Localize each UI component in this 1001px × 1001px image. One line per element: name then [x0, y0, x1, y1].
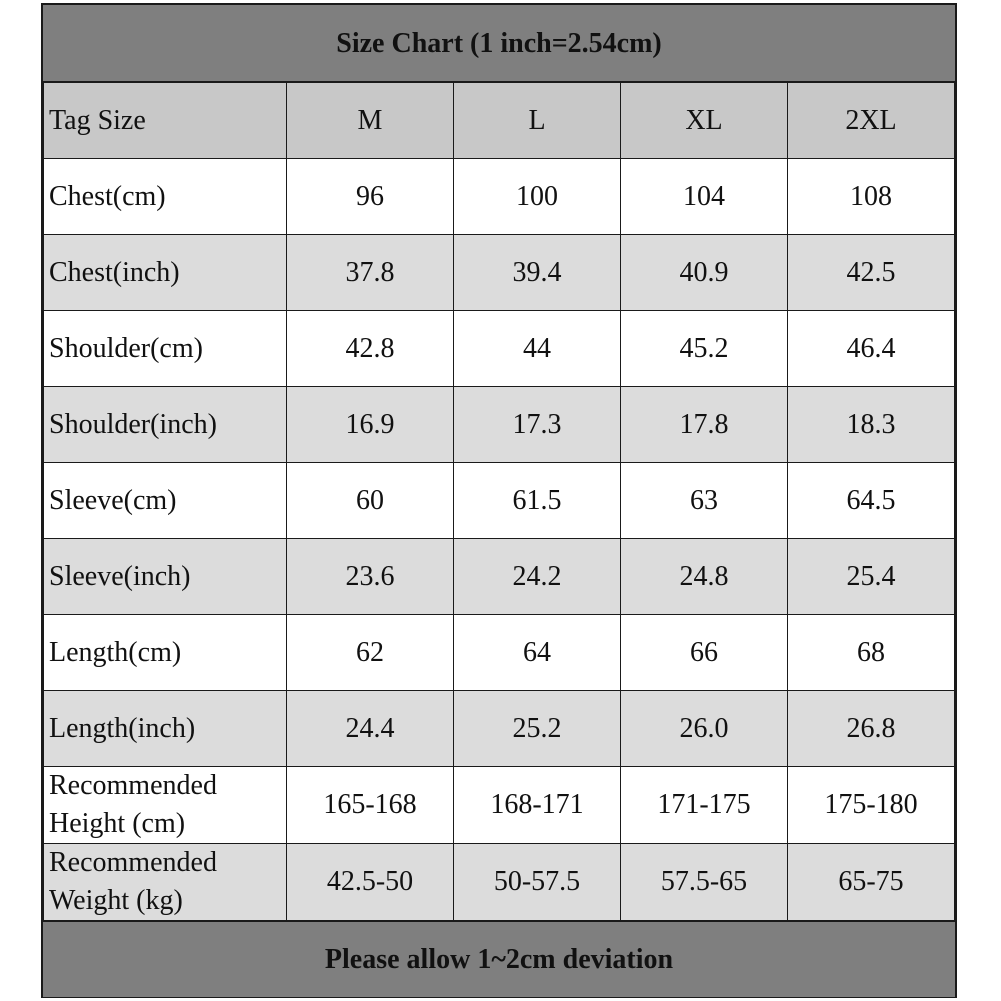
table-cell: 60	[287, 463, 454, 539]
table-cell: 50-57.5	[454, 844, 621, 921]
table-cell: 18.3	[788, 387, 955, 463]
header-row	[44, 83, 955, 159]
table-cell: 23.6	[287, 539, 454, 615]
table-cell: 63	[621, 463, 788, 539]
table-cell: 42.5-50	[287, 844, 454, 921]
size-header: XL	[621, 83, 788, 159]
table-row	[44, 691, 955, 767]
table-cell: 168-171	[454, 767, 621, 844]
row-label: Length(cm)	[44, 615, 287, 691]
chart-title: Size Chart (1 inch=2.54cm)	[43, 5, 955, 82]
deviation-note: Please allow 1~2cm deviation	[43, 921, 955, 997]
table-cell: 46.4	[788, 311, 955, 387]
table-cell: 26.8	[788, 691, 955, 767]
table-cell: 64	[454, 615, 621, 691]
size-table-body	[44, 83, 955, 921]
table-cell: 96	[287, 159, 454, 235]
table-cell: 37.8	[287, 235, 454, 311]
table-cell: 100	[454, 159, 621, 235]
table-row	[44, 844, 955, 921]
table-row	[44, 159, 955, 235]
table-cell: 16.9	[287, 387, 454, 463]
table-cell: 17.8	[621, 387, 788, 463]
table-cell: 42.8	[287, 311, 454, 387]
size-header: 2XL	[788, 83, 955, 159]
size-header: L	[454, 83, 621, 159]
size-chart	[41, 3, 957, 998]
table-cell: 17.3	[454, 387, 621, 463]
table-cell: 61.5	[454, 463, 621, 539]
table-row	[44, 311, 955, 387]
table-cell: 165-168	[287, 767, 454, 844]
row-label: Shoulder(inch)	[44, 387, 287, 463]
row-label: Sleeve(cm)	[44, 463, 287, 539]
table-row	[44, 387, 955, 463]
table-row	[44, 235, 955, 311]
table-cell: 45.2	[621, 311, 788, 387]
table-cell: 25.4	[788, 539, 955, 615]
table-cell: 108	[788, 159, 955, 235]
table-row	[44, 615, 955, 691]
size-table	[43, 82, 955, 921]
table-cell: 62	[287, 615, 454, 691]
row-label: Recommended Height (cm)	[44, 767, 287, 844]
table-cell: 24.8	[621, 539, 788, 615]
table-cell: 39.4	[454, 235, 621, 311]
table-cell: 104	[621, 159, 788, 235]
table-row	[44, 767, 955, 844]
table-cell: 65-75	[788, 844, 955, 921]
table-cell: 68	[788, 615, 955, 691]
row-label: Sleeve(inch)	[44, 539, 287, 615]
row-label: Recommended Weight (kg)	[44, 844, 287, 921]
table-cell: 171-175	[621, 767, 788, 844]
table-cell: 26.0	[621, 691, 788, 767]
row-label: Shoulder(cm)	[44, 311, 287, 387]
table-cell: 44	[454, 311, 621, 387]
table-cell: 24.4	[287, 691, 454, 767]
table-cell: 42.5	[788, 235, 955, 311]
table-cell: 24.2	[454, 539, 621, 615]
row-label: Chest(inch)	[44, 235, 287, 311]
table-cell: 25.2	[454, 691, 621, 767]
table-cell: 64.5	[788, 463, 955, 539]
header-label: Tag Size	[44, 83, 287, 159]
table-row	[44, 539, 955, 615]
table-row	[44, 463, 955, 539]
row-label: Chest(cm)	[44, 159, 287, 235]
table-cell: 175-180	[788, 767, 955, 844]
table-cell: 57.5-65	[621, 844, 788, 921]
table-cell: 40.9	[621, 235, 788, 311]
size-header: M	[287, 83, 454, 159]
table-cell: 66	[621, 615, 788, 691]
row-label: Length(inch)	[44, 691, 287, 767]
